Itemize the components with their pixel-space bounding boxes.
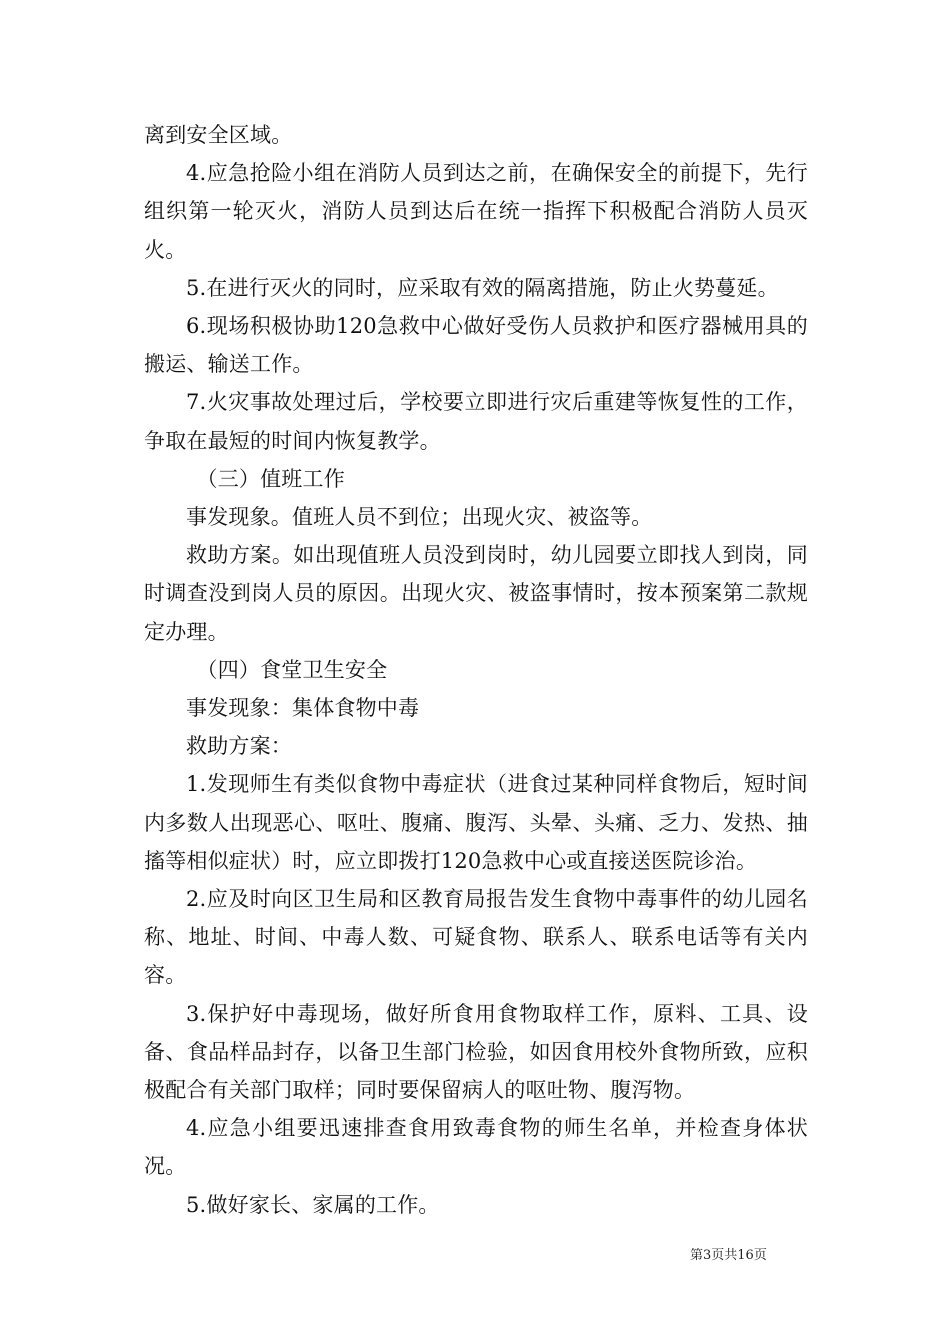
paragraph: 5.做好家长、家属的工作。	[186, 1192, 440, 1217]
paragraph: 2.应及时向区卫生局和区教育局报告发生食物中毒事件的幼儿园名称、地址、时间、中毒人数、可疑食物、联系人、联系电话等有关内容。	[144, 887, 808, 988]
paragraph: 4.应急抢险小组在消防人员到达之前，在确保安全的前提下，先行组织第一轮灭火，消防人员到达后在统一指挥下积极配合消防人员灭火。	[144, 161, 808, 262]
page-number: 第3页共16页	[690, 1248, 767, 1263]
document-body	[144, 116, 808, 1224]
paragraph: 3.保护好中毒现场，做好所食用食物取样工作，原料、工具、设备、食品样品封存，以备卫生部门检验，如因食用校外食物所致，应积极配合有关部门取样；同时要保留病人的呕吐物、腹泻物。	[144, 1001, 808, 1103]
paragraph: 1.发现师生有类似食物中毒症状（进食过某种同样食物后，短时间内多数人出现恶心、呕吐、腹痛、腹泻、头晕、头痛、乏力、发热、抽搐等相似症状）时，应立即拨打120急救中心或直接送医院诊治。	[144, 772, 808, 873]
paragraph: 救助方案。如出现值班人员没到岗时，幼儿园要立即找人到岗，同时调查没到岗人员的原因。出现火灾、被盗事情时，按本预案第二款规定办理。	[144, 543, 808, 644]
paragraph: 4.应急小组要迅速排查食用致毒食物的师生名单，并检查身体状况。	[144, 1116, 808, 1179]
paragraph: 事发现象。值班人员不到位；出现火灾、被盗等。	[186, 505, 653, 530]
paragraph: 5.在进行灭火的同时，应采取有效的隔离措施，防止火势蔓延。	[186, 275, 779, 300]
paragraph: 事发现象：集体食物中毒	[186, 696, 420, 721]
paragraph: 救助方案：	[186, 734, 292, 759]
paragraph: 离到安全区域。	[144, 123, 293, 147]
paragraph: 6.现场积极协助120急救中心做好受伤人员救护和医疗器械用具的搬运、输送工作。	[144, 314, 808, 377]
paragraph: 7.火灾事故处理过后，学校要立即进行灾后重建等恢复性的工作，争取在最短的时间内恢复教学。	[144, 390, 808, 453]
section-heading: （四）食堂卫生安全	[196, 657, 388, 682]
section-heading: （三）值班工作	[196, 466, 345, 491]
